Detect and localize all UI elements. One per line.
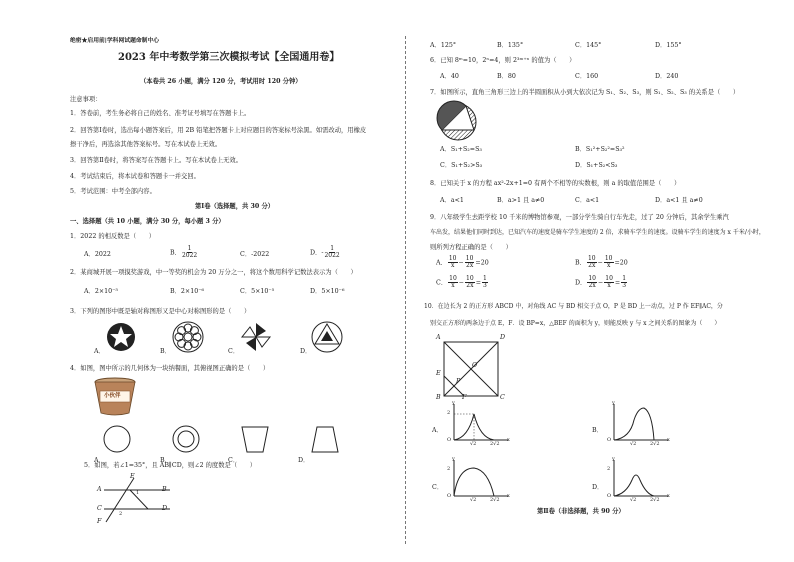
q10-graph-a-y: y [452, 400, 455, 406]
q9-option-b: B． $\frac{10}{2x}$ − $\frac{10}{x}$ =20 [575, 255, 628, 270]
q3-figure-c-icon [240, 322, 272, 352]
q3-option-c: C． [228, 348, 240, 355]
q4-cup-label: 小伙伴 [104, 393, 121, 399]
q4-option-c: C． [228, 457, 240, 464]
q10-graph-c-2r2: 2√2 [490, 497, 500, 503]
q8-option-c: C．a<1 [575, 197, 600, 204]
q4-option-b: B． [160, 457, 171, 464]
note-2: 2．回答第Ⅰ卷时，选出每小题答案后，用 2B 铅笔把答题卡上对应题目的答案标号涂黑。如需改动，用橡皮 [70, 127, 367, 134]
q10-graph-a-x: x [507, 437, 510, 443]
q9-option-a: A． $\frac{10}{x}$ − $\frac{10}{2x}$ =20 [436, 255, 489, 270]
q3-figure-a-icon [103, 322, 139, 352]
q10-line-1: 10．在边长为 2 的正方形 ABCD 中，对角线 AC 与 BD 相交于点 O，P 是 BD 上一动点，过 P 作 EF∥AC，分 [424, 303, 723, 310]
section1-title: 一、选择题（共 10 小题，满分 30 分，每小题 3 分） [70, 218, 225, 225]
q10-option-c: C． [432, 484, 444, 491]
note-3: 3．回答第Ⅱ卷时，将答案写在答题卡上。写在本试卷上无效。 [70, 157, 243, 164]
q3-option-a: A． [94, 348, 105, 355]
q10-label-b: B [436, 394, 441, 401]
q10-line-2: 别交正方形的两条边于点 E，F．设 BP=x，△BEF 的面积为 y，则能反映 y 与 x 之间关系的图象为（ ） [430, 320, 721, 327]
header-note: 绝密★启用前|学科网试题命制中心 [70, 38, 160, 44]
q10-square-figure-icon [442, 340, 502, 400]
part1-title: 第Ⅰ卷（选择题，共 30 分） [195, 203, 275, 210]
q6-stem: 6．已知 8ᵐ=10，2ⁿ=4，则 2³ᵐ⁺ⁿ 的值为（ ） [430, 57, 576, 64]
note-4: 4．考试结束后，将本试卷和答题卡一并交回。 [70, 173, 200, 180]
q10-graph-d-y: y [612, 456, 615, 462]
q1-option-b: B． $\frac{1}{2022}$ [170, 245, 198, 260]
note-5: 5．考试范围：中考全部内容。 [70, 188, 156, 195]
q4-option-d: D． [298, 457, 310, 464]
q10-graph-d-2: 2 [607, 466, 611, 472]
q10-graph-b-x: x [667, 437, 670, 443]
q5-label-f: F [97, 518, 102, 525]
q10-graph-d-2r2: 2√2 [650, 497, 660, 503]
q10-graph-c-2: 2 [447, 466, 451, 472]
q7-figure-icon [436, 102, 480, 142]
q5-label-a: A [97, 486, 102, 493]
q10-label-p: P [456, 378, 461, 385]
q10-graph-b-2r2: 2√2 [650, 441, 660, 447]
q2-option-b: B．2×10⁻⁶ [170, 288, 205, 295]
q3-stem: 3．下列的图形中既是轴对称图形又是中心对称图形的是（ ） [70, 308, 251, 315]
q10-graph-a-2r2: 2√2 [490, 441, 500, 447]
q10-graph-c-x: x [507, 493, 510, 499]
q5-option-b: B．135° [497, 42, 524, 49]
q10-graph-c-o: O [447, 493, 452, 499]
q3-option-d: D． [300, 348, 312, 355]
q4-figure-c-icon [240, 425, 270, 453]
q10-graph-b-icon [604, 402, 670, 446]
q8-stem: 8．已知关于 x 的方程 ax²-2x+1=0 有两个不相等的实数根，则 a 的取值范围是（ ） [430, 180, 681, 187]
subtitle: （本卷共 26 小题，满分 120 分，考试用时 120 分钟） [140, 78, 302, 85]
q5-label-1: 1 [136, 490, 140, 496]
q10-graph-d-x: x [667, 493, 670, 499]
q10-label-o: O [472, 362, 478, 369]
q4-figure-d-icon [310, 425, 340, 453]
q5-option-a: A．125° [430, 42, 457, 49]
q6-option-a: A．40 [440, 73, 459, 80]
q2-option-c: C．5×10⁻⁵ [240, 288, 275, 295]
q10-option-d: D． [592, 484, 604, 491]
q10-graph-c-y: y [452, 456, 455, 462]
q1-stem: 1．2022 的相反数是（ ） [70, 233, 156, 240]
q10-graph-a-o: O [447, 437, 452, 443]
q6-option-d: D．240 [655, 73, 679, 80]
q9-option-d: D． $\frac{10}{2x}$ − $\frac{10}{x}$ = $\frac{1}{3}$ [575, 275, 627, 290]
q5-option-d: D．155° [655, 42, 682, 49]
q10-option-a: A． [432, 427, 443, 434]
q6-option-c: C．160 [575, 73, 599, 80]
q6-option-b: B．80 [497, 73, 516, 80]
q10-label-a: A [436, 334, 441, 341]
page-title: 2023 年中考数学第三次模拟考试【全国通用卷】 [118, 52, 340, 63]
q7-option-d: D．S₁+S₂<S₃ [575, 162, 618, 169]
q3-option-b: B． [160, 348, 171, 355]
q5-label-e: E [130, 473, 135, 480]
q5-option-c: C．145° [575, 42, 602, 49]
q9-line-2: 车出发，结果他们同时到达，已知汽车的速度是骑车学生速度的 2 倍，求骑车学生的速度。设骑车学生的速度为 x 千米/小时， [430, 229, 765, 236]
q7-stem: 7．如图所示，直角三角形三边上的半圆面积从小到大依次记为 S₁、S₂、S₃，则 S₁、S₂、S₃ 的关系是（ ） [430, 89, 740, 96]
q5-stem: 5．如图，若∠1=35°，且 AB∥CD，则∠2 的度数是（ ） [84, 462, 257, 469]
q5-label-b: B [162, 486, 167, 493]
note-2-cont: 擦干净后，再选涂其他答案标号。写在本试卷上无效。 [70, 141, 222, 148]
q1-option-a: A．2022 [84, 251, 111, 258]
q2-stem: 2．某商城开展一项摸奖游戏，中一等奖的机会为 20 万分之一，将这个数用科学记数法表示为（ ） [70, 269, 357, 276]
q10-option-b: B． [592, 427, 603, 434]
q10-graph-a-r2: √2 [470, 441, 477, 447]
q8-option-b: B．a>1 且 a≠0 [497, 197, 545, 204]
q10-label-e: E [436, 370, 441, 377]
q7-option-c: C．S₁+S₂>S₃ [440, 162, 483, 169]
q4-stem: 4．如图，图中所示的几何体为一块纳餐面，其俯视图正确的是（ ） [70, 365, 270, 372]
notes-heading: 注意事项： [70, 96, 102, 103]
part2-title: 第Ⅱ卷（非选择题，共 90 分） [537, 508, 625, 515]
q10-graph-b-r2: √2 [630, 441, 637, 447]
right-column [412, 0, 794, 562]
q4-figure-b-icon [172, 425, 200, 453]
q8-option-d: D．a<1 且 a≠0 [655, 197, 703, 204]
q10-graph-a-2: 2 [447, 410, 451, 416]
q2-option-d: D．5×10⁻⁶ [310, 288, 345, 295]
q3-figure-d-icon [310, 321, 344, 353]
q7-option-a: A．S₁+S₂=S₃ [440, 146, 482, 153]
q1-option-d: D．- $\frac{1}{2022}$ [310, 245, 340, 260]
q10-label-f: F [462, 394, 467, 401]
q10-graph-b-y: y [612, 400, 615, 406]
q9-line-1: 9．八年级学生去距学校 10 千米的博物馆参观，一部分学生骑自行车先走，过了 20 分钟后，其余学生乘汽 [430, 214, 729, 221]
q2-option-a: A．2×10⁻⁵ [84, 288, 118, 295]
q8-option-a: A．a<1 [440, 197, 464, 204]
q5-label-c: C [97, 505, 102, 512]
column-divider [405, 36, 406, 544]
q9-option-c: C． $\frac{10}{x}$ − $\frac{10}{2x}$ = $\frac{1}{3}$ [436, 275, 487, 290]
q10-graph-d-icon [604, 458, 670, 502]
q10-graph-d-o: O [607, 493, 612, 499]
q4-option-a: A． [94, 457, 105, 464]
q1-option-c: C．-2022 [240, 251, 270, 258]
q10-graph-c-icon [444, 458, 510, 502]
note-1: 1．答卷前，考生务必将自己的姓名、准考证号填写在答题卡上。 [70, 110, 251, 117]
q10-graph-a-icon [444, 402, 510, 446]
q10-graph-c-r2: √2 [470, 497, 477, 503]
q3-figure-b-icon [170, 321, 206, 353]
q10-graph-b-o: O [607, 437, 612, 443]
q10-label-d: D [500, 334, 506, 341]
q10-graph-d-r2: √2 [630, 497, 637, 503]
q10-label-c: C [500, 394, 505, 401]
q7-option-b: B．S₁²+S₂²=S₃² [575, 146, 625, 153]
q9-line-3: 则所列方程正确的是（ ） [430, 244, 512, 251]
q4-figure-a-icon [103, 425, 131, 453]
q5-label-d: D [162, 505, 168, 512]
q5-figure-icon [96, 476, 172, 524]
q5-label-2: 2 [119, 511, 123, 517]
